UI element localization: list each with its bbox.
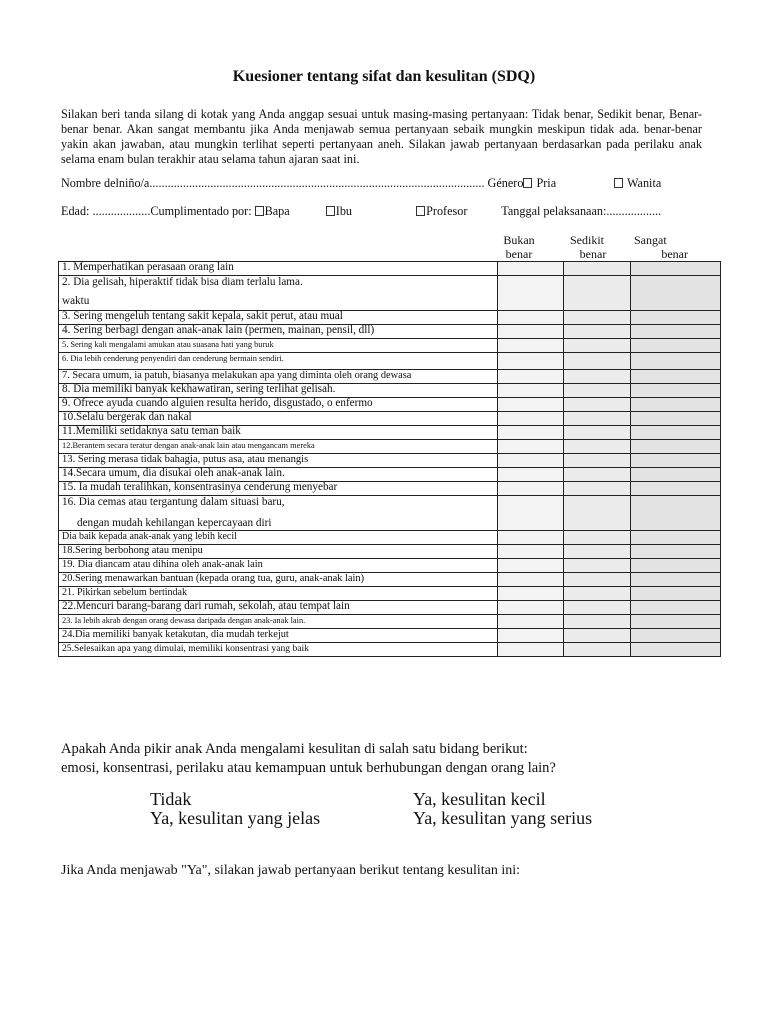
answer-cell-somewhat-true[interactable] xyxy=(564,629,631,643)
female-checkbox[interactable] xyxy=(614,178,623,188)
answer-cell-certainly-true[interactable] xyxy=(631,573,721,587)
completed-by-label: Cumplimentado por: xyxy=(150,204,252,218)
answer-cell-not-true[interactable] xyxy=(498,496,564,531)
question-text: 8. Dia memiliki banyak kekhawatiran, sering terlihat gelisah. xyxy=(59,384,498,398)
question-text: 2. Dia gelisah, hiperaktif tidak bisa diam terlalu lama. waktu xyxy=(59,276,498,311)
female-label: Wanita xyxy=(627,176,662,190)
question-text: 22.Mencuri barang-barang dari rumah, sekolah, atau tempat lain xyxy=(59,601,498,615)
answer-cell-somewhat-true[interactable] xyxy=(564,276,631,311)
answer-cell-somewhat-true[interactable] xyxy=(564,384,631,398)
answer-cell-not-true[interactable] xyxy=(498,573,564,587)
question-text: 4. Sering berbagi dengan anak-anak lain (permen, mainan, pensil, dll) xyxy=(59,325,498,339)
mother-checkbox[interactable] xyxy=(326,206,335,216)
answer-cell-not-true[interactable] xyxy=(498,531,564,545)
table-row xyxy=(59,454,721,468)
answer-cell-somewhat-true[interactable] xyxy=(564,325,631,339)
answer-cell-somewhat-true[interactable] xyxy=(564,482,631,496)
answer-cell-somewhat-true[interactable] xyxy=(564,615,631,629)
answer-cell-not-true[interactable] xyxy=(498,276,564,311)
option-no[interactable]: Tidak xyxy=(150,789,192,809)
answer-cell-certainly-true[interactable] xyxy=(631,325,721,339)
answer-cell-somewhat-true[interactable] xyxy=(564,531,631,545)
answer-cell-somewhat-true[interactable] xyxy=(564,370,631,384)
column-header-certainly-true: Sangat benar xyxy=(634,233,688,261)
answer-cell-certainly-true[interactable] xyxy=(631,454,721,468)
answer-cell-certainly-true[interactable] xyxy=(631,276,721,311)
table-row xyxy=(59,412,721,426)
answer-cell-certainly-true[interactable] xyxy=(631,370,721,384)
answer-cell-not-true[interactable] xyxy=(498,454,564,468)
answer-cell-not-true[interactable] xyxy=(498,468,564,482)
answer-cell-not-true[interactable] xyxy=(498,384,564,398)
answer-cell-somewhat-true[interactable] xyxy=(564,426,631,440)
table-row xyxy=(59,468,721,482)
table-row xyxy=(59,573,721,587)
question-text: 10.Selalu bergerak dan nakal xyxy=(59,412,498,426)
mother-label: Ibu xyxy=(335,204,353,218)
answer-cell-not-true[interactable] xyxy=(498,311,564,325)
answer-cell-somewhat-true[interactable] xyxy=(564,496,631,531)
gender-label: Género xyxy=(487,176,524,190)
table-row xyxy=(59,643,721,657)
question-text: Dia baik kepada anak-anak yang lebih kecil xyxy=(59,531,498,545)
table-row xyxy=(59,325,721,339)
question-text: 21. Pikirkan sebelum bertindak xyxy=(59,587,498,601)
table-row xyxy=(59,482,721,496)
answer-cell-somewhat-true[interactable] xyxy=(564,601,631,615)
question-text: 24.Dia memiliki banyak ketakutan, dia mudah terkejut xyxy=(59,629,498,643)
question-text: 19. Dia diancam atau dihina oleh anak-anak lain xyxy=(59,559,498,573)
table-row xyxy=(59,384,721,398)
table-row xyxy=(59,262,721,276)
question-text: 23. Ia lebih akrab dengan orang dewasa daripada dengan anak-anak lain. xyxy=(59,615,498,629)
answer-cell-not-true[interactable] xyxy=(498,601,564,615)
table-row xyxy=(59,587,721,601)
question-text: 18.Sering berbohong atau menipu xyxy=(59,545,498,559)
table-row xyxy=(59,496,721,531)
question-text: 13. Sering merasa tidak bahagia, putus asa, atau menangis xyxy=(59,454,498,468)
answer-cell-not-true[interactable] xyxy=(498,615,564,629)
answer-cell-certainly-true[interactable] xyxy=(631,545,721,559)
answer-cell-somewhat-true[interactable] xyxy=(564,545,631,559)
table-row xyxy=(59,339,721,353)
column-header-not-true: Bukan benar xyxy=(503,233,535,261)
answer-cell-certainly-true[interactable] xyxy=(631,629,721,643)
question-text: 6. Dia lebih cenderung penyendiri dan cenderung bermain sendiri. xyxy=(59,353,498,370)
option-severe-difficulty[interactable]: Ya, kesulitan yang serius xyxy=(413,808,593,828)
father-label: Bapa xyxy=(264,204,290,218)
answer-cell-not-true[interactable] xyxy=(498,587,564,601)
teacher-label: Profesor xyxy=(426,204,468,218)
answer-cell-somewhat-true[interactable] xyxy=(564,454,631,468)
answer-cell-not-true[interactable] xyxy=(498,325,564,339)
difficulty-question: Apakah Anda pikir anak Anda mengalami kesulitan di salah satu bidang berikut: emosi, konsentrasi, perilaku atau kemampuan untuk berhubungan dengan orang lain? xyxy=(61,741,556,776)
table-row xyxy=(59,311,721,325)
answer-cell-somewhat-true[interactable] xyxy=(564,398,631,412)
answer-cell-certainly-true[interactable] xyxy=(631,468,721,482)
table-row xyxy=(59,426,721,440)
answer-cell-certainly-true[interactable] xyxy=(631,559,721,573)
answer-cell-somewhat-true[interactable] xyxy=(564,339,631,353)
answer-cell-certainly-true[interactable] xyxy=(631,311,721,325)
answer-cell-somewhat-true[interactable] xyxy=(564,573,631,587)
name-gender-line xyxy=(61,176,661,191)
answer-cell-somewhat-true[interactable] xyxy=(564,440,631,454)
answer-cell-certainly-true[interactable] xyxy=(631,601,721,615)
answer-cell-certainly-true[interactable] xyxy=(631,426,721,440)
question-text: 9. Ofrece ayuda cuando alguien resulta herido, disgustado, o enfermo xyxy=(59,398,498,412)
table-row xyxy=(59,370,721,384)
question-text: 14.Secara umum, dia disukai oleh anak-anak lain. xyxy=(59,468,498,482)
answer-cell-somewhat-true[interactable] xyxy=(564,643,631,657)
answer-cell-certainly-true[interactable] xyxy=(631,262,721,276)
question-text: 7. Secara umum, ia patuh, biasanya melakukan apa yang diminta oleh orang dewasa xyxy=(59,370,498,384)
option-minor-difficulty[interactable]: Ya, kesulitan kecil xyxy=(413,789,546,809)
child-name-field[interactable]: Nombre delniño/a.............................................................................................................. xyxy=(61,176,485,190)
answer-cell-not-true[interactable] xyxy=(498,426,564,440)
question-text: 5. Sering kali mengalami amukan atau suasana hati yang buruk xyxy=(59,339,498,353)
answer-cell-certainly-true[interactable] xyxy=(631,482,721,496)
age-completed-line xyxy=(61,204,661,219)
answer-cell-not-true[interactable] xyxy=(498,412,564,426)
question-text: 11.Memiliki setidaknya satu teman baik xyxy=(59,426,498,440)
option-definite-difficulty[interactable]: Ya, kesulitan yang jelas xyxy=(150,808,321,828)
table-row xyxy=(59,531,721,545)
answer-cell-somewhat-true[interactable] xyxy=(564,262,631,276)
answer-cell-certainly-true[interactable] xyxy=(631,496,721,531)
question-text: 20.Sering menawarkan bantuan (kepada orang tua, guru, anak-anak lain) xyxy=(59,573,498,587)
question-text: 12.Berantem secara teratur dengan anak-anak lain atau mengancam mereka xyxy=(59,440,498,454)
answer-cell-certainly-true[interactable] xyxy=(631,339,721,353)
table-row xyxy=(59,545,721,559)
answer-cell-certainly-true[interactable] xyxy=(631,643,721,657)
answer-cell-not-true[interactable] xyxy=(498,629,564,643)
table-row xyxy=(59,440,721,454)
teacher-checkbox[interactable] xyxy=(416,206,425,216)
question-text: 1. Memperhatikan perasaan orang lain xyxy=(59,262,498,276)
question-text: 15. Ia mudah teralihkan, konsentrasinya cenderung menyebar xyxy=(59,482,498,496)
answer-cell-somewhat-true[interactable] xyxy=(564,559,631,573)
answer-cell-not-true[interactable] xyxy=(498,370,564,384)
answer-cell-certainly-true[interactable] xyxy=(631,440,721,454)
followup-instruction: Jika Anda menjawab "Ya", silakan jawab pertanyaan berikut tentang kesulitan ini: xyxy=(61,863,521,878)
answer-cell-not-true[interactable] xyxy=(498,339,564,353)
answer-cell-not-true[interactable] xyxy=(498,353,564,370)
table-row xyxy=(59,629,721,643)
male-label: Pria xyxy=(536,176,557,190)
table-row xyxy=(59,601,721,615)
answer-cell-certainly-true[interactable] xyxy=(631,353,721,370)
male-checkbox[interactable] xyxy=(523,178,532,188)
answer-cell-certainly-true[interactable] xyxy=(631,398,721,412)
answer-cell-not-true[interactable] xyxy=(498,440,564,454)
table-row xyxy=(59,559,721,573)
answer-cell-somewhat-true[interactable] xyxy=(564,353,631,370)
age-field[interactable]: Edad: ................... xyxy=(61,204,151,218)
question-text: 16. Dia cemas atau tergantung dalam situasi baru, dengan mudah kehilangan kepercayaan diri xyxy=(59,496,498,531)
column-header-somewhat-true: Sedikit benar xyxy=(569,233,607,261)
answer-cell-certainly-true[interactable] xyxy=(631,587,721,601)
table-row xyxy=(59,398,721,412)
instructions-text: Silakan beri tanda silang di kotak yang Anda anggap sesuai untuk masing-masing pertanyaan: Tidak benar, Sedikit benar, Benar-benar benar. Akan sangat membantu jika Anda menjawab semua pertanyaan sebaik mungkin meskipun tidak ada. benar-benar yakin akan jawaban, atau mungkin terlihat seperti pertanyaan aneh. Silakan jawab pertanyaan berdasarkan pada perilaku anak selama enam bulan terakhir atau selama tahun ajaran saat ini. xyxy=(61,107,702,166)
answer-cell-certainly-true[interactable] xyxy=(631,412,721,426)
answer-cell-certainly-true[interactable] xyxy=(631,531,721,545)
table-row xyxy=(59,276,721,311)
question-text: 25.Selesaikan apa yang dimulai, memiliki konsentrasi yang baik xyxy=(59,643,498,657)
answer-cell-somewhat-true[interactable] xyxy=(564,587,631,601)
answer-cell-certainly-true[interactable] xyxy=(631,615,721,629)
answer-cell-not-true[interactable] xyxy=(498,559,564,573)
question-text: 3. Sering mengeluh tentang sakit kepala, sakit perut, atau mual xyxy=(59,311,498,325)
answer-cell-not-true[interactable] xyxy=(498,262,564,276)
table-row xyxy=(59,353,721,370)
answer-cell-somewhat-true[interactable] xyxy=(564,412,631,426)
answer-cell-not-true[interactable] xyxy=(498,643,564,657)
table-row xyxy=(59,615,721,629)
page-title: Kuesioner tentang sifat dan kesulitan (SDQ) xyxy=(232,68,536,85)
date-field[interactable]: Tanggal pelaksanaan:.................. xyxy=(501,204,662,218)
answer-cell-somewhat-true[interactable] xyxy=(564,311,631,325)
father-checkbox[interactable] xyxy=(255,206,264,216)
answer-cell-certainly-true[interactable] xyxy=(631,384,721,398)
answer-cell-not-true[interactable] xyxy=(498,398,564,412)
answer-cell-not-true[interactable] xyxy=(498,482,564,496)
answer-cell-somewhat-true[interactable] xyxy=(564,468,631,482)
answer-cell-not-true[interactable] xyxy=(498,545,564,559)
questionnaire-table xyxy=(58,261,721,657)
